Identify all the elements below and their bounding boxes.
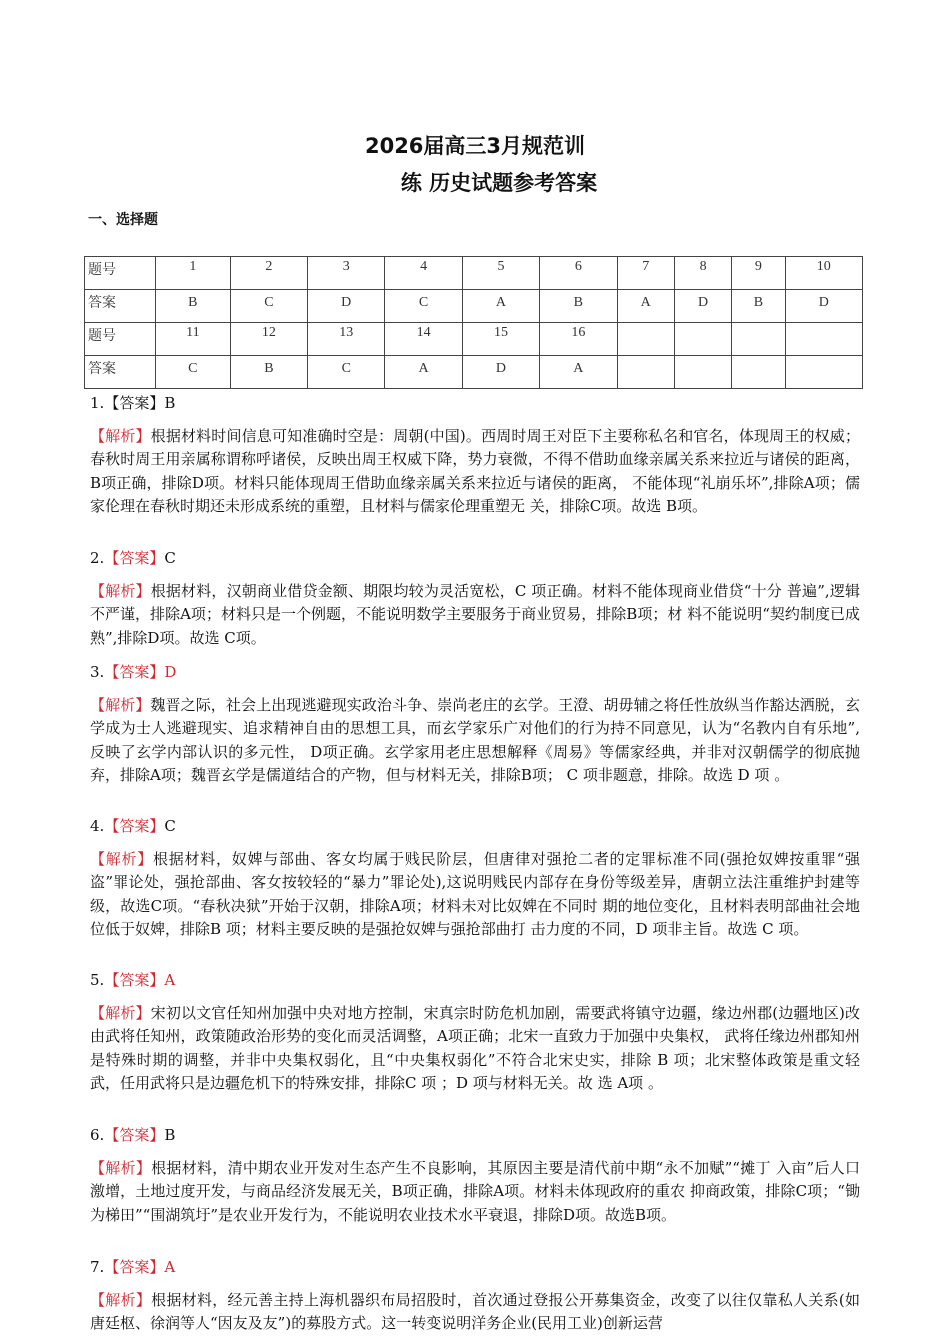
- question-number-cell: [785, 257, 862, 290]
- analysis-label: 【解析】: [90, 582, 151, 601]
- question-number: 1: [189, 259, 197, 274]
- answer-letter: A: [418, 361, 429, 376]
- question-number-cell: [462, 323, 539, 356]
- answer-letter: C: [341, 361, 351, 376]
- question-number-cell: [540, 257, 617, 290]
- answer-item-5: [90, 969, 860, 1095]
- answer-cell: [540, 356, 617, 389]
- question-number-cell: [230, 257, 307, 290]
- answer-value: A: [164, 971, 176, 989]
- answer-cell: [156, 290, 231, 323]
- item-answer-line: [90, 661, 860, 684]
- answer-cell: [732, 356, 785, 389]
- answer-item-4: [90, 815, 860, 941]
- question-number-cell: [230, 323, 307, 356]
- question-number-cell: [732, 323, 785, 356]
- item-analysis: [90, 694, 860, 787]
- analysis-text: 魏晋之际，社会上出现逃避现实政治斗争、崇尚老庄的玄学。王澄、胡毋辅之将任性放纵当作豁达洒脱，玄学成为士人逃避现实、追求精神自由的思想工具，而玄学家乐广对他们的行为持不同意见，认为“名教内自有乐地”,反映了玄学内部认识的多元性， D项正确。玄学家用老庄思想解释《周易》等儒家经典，并非对汉朝儒学的彻底抛弃，排除A项；魏晋玄学是儒道结合的产物，但与材料无关，排除B项； C 项非题意，排除。故选 D 项 。: [90, 696, 860, 784]
- table-row-header: [85, 323, 156, 356]
- answer-cell: [617, 356, 674, 389]
- answer-cell: [385, 290, 462, 323]
- answer-letter: D: [698, 295, 709, 310]
- answer-cell: [462, 290, 539, 323]
- item-answer-line: [90, 547, 860, 570]
- answer-letter: D: [495, 361, 507, 376]
- answer-label: 【答案】: [104, 663, 165, 681]
- question-number: 11: [186, 325, 200, 340]
- item-number: 2.: [90, 549, 105, 567]
- answer-cell: [674, 290, 731, 323]
- analysis-text: 根据材料时间信息可知准确时空是：周朝(中国)。西周时周王对臣下主要称私名和官名，体现周王的权威；春秋时周王用亲属称谓称呼诸侯，反映出周王权威下降，势力衰微，不得不借助血缘亲属关系来拉近与诸侯的距离，B项正确，排除D项。材料只能体现周王借助血缘亲属关系来拉近与诸侯的距离， 不能体现“礼崩乐坏”,排除A项；儒家伦理在春秋时期还未形成系统的重塑，且材料与儒家伦理重塑无 关，排除C项。故选 B项。: [90, 427, 860, 515]
- question-number: 2: [265, 259, 273, 274]
- row-header-label: 题号: [88, 263, 116, 278]
- question-number-cell: [617, 323, 674, 356]
- doc-title-line1: 2026届高三3月规范训: [364, 134, 586, 158]
- item-number: 7.: [90, 1258, 105, 1276]
- item-number: 3.: [90, 663, 105, 681]
- question-number: 6: [574, 259, 582, 274]
- answer-item-3: [90, 661, 860, 787]
- table-row-question-numbers: [85, 323, 863, 356]
- table-row-header: [85, 356, 156, 389]
- analysis-label: 【解析】: [90, 850, 153, 869]
- question-number-cell: [674, 323, 731, 356]
- item-number: 4.: [90, 817, 105, 835]
- answer-cell: [785, 356, 862, 389]
- question-number-cell: [785, 323, 862, 356]
- table-row-header: [85, 290, 156, 323]
- analysis-label: 【解析】: [90, 427, 151, 446]
- analysis-label: 【解析】: [90, 696, 151, 715]
- answer-letter: A: [640, 295, 651, 310]
- answer-letter: B: [188, 295, 198, 310]
- question-number-cell: [674, 257, 731, 290]
- item-answer-line: [90, 1256, 860, 1279]
- answer-item-7: [90, 1256, 860, 1336]
- answer-letter: D: [341, 295, 352, 310]
- answer-cell: [785, 290, 862, 323]
- question-number-cell: [385, 323, 462, 356]
- analysis-label: 【解析】: [90, 1291, 152, 1310]
- answer-cell: [308, 290, 385, 323]
- item-answer-line: [90, 392, 860, 415]
- analysis-label: 【解析】: [90, 1159, 152, 1178]
- question-number-cell: [308, 257, 385, 290]
- answer-value: A: [164, 1258, 176, 1276]
- question-number: 8: [699, 259, 707, 274]
- answer-table: [84, 256, 863, 389]
- question-number: 5: [497, 259, 505, 274]
- question-number-cell: [385, 257, 462, 290]
- answer-letter: A: [495, 295, 507, 310]
- answer-label: 【答案】: [104, 549, 165, 567]
- answer-cell: [156, 356, 231, 389]
- analysis-text: 根据材料，汉朝商业借贷金额、期限均较为灵活宽松，C 项正确。材料不能体现商业借贷“十分 普遍”,逻辑不严谨，排除A项；材料只是一个例题，不能说明数学主要服务于商业贸易，排除B项；材 料不能说明“契约制度已成熟”,排除D项。故选 C项。: [90, 582, 860, 647]
- table-row-answers: [85, 356, 863, 389]
- question-number: 15: [493, 325, 508, 340]
- row-header-label: 题号: [88, 329, 116, 344]
- item-number: 5.: [90, 971, 105, 989]
- answer-letter: B: [264, 361, 274, 376]
- answer-letter: C: [264, 295, 274, 310]
- question-number-cell: [156, 257, 231, 290]
- question-number-cell: [617, 257, 674, 290]
- question-number-cell: [732, 257, 785, 290]
- analysis-text: 宋初以文官任知州加强中央对地方控制，宋真宗时防危机加剧，需要武将镇守边疆，缘边州郡(边疆地区)改由武将任知州，政策随政治形势的变化而灵活调整，A项正确；北宋一直致力于加强中央集权， 武将任缘边州郡知州是特殊时期的调整，并非中央集权弱化，且“中央集权弱化”不符合北宋史实，排除 B 项；北宋整体政策是重文轻武，任用武将只是边疆危机下的特殊安排，排除C 项 ；D 项与材料无关。故 选 A项 。: [90, 1004, 860, 1092]
- answer-label: 【答案】: [104, 817, 165, 835]
- section-heading: 一、选择题: [88, 212, 158, 228]
- answer-value: B: [164, 1126, 176, 1144]
- answer-cell: [230, 290, 307, 323]
- table-row-header: [85, 257, 156, 290]
- analysis-text: 根据材料，经元善主持上海机器织布局招股时，首次通过登报公开募集资金，改变了以往仅靠私人关系(如唐廷枢、徐润等人“因友及友”)的募股方式。这一转变说明洋务企业(民用工业)创新运营: [90, 1291, 860, 1333]
- answer-cell: [617, 290, 674, 323]
- question-number: 7: [642, 259, 650, 274]
- doc-title-line2: 练 历史试题参考答案: [400, 171, 598, 195]
- item-answer-line: [90, 969, 860, 992]
- answer-letter: D: [818, 295, 829, 310]
- item-answer-line: [90, 1124, 860, 1147]
- item-analysis: [90, 425, 860, 518]
- question-number-cell: [308, 323, 385, 356]
- item-analysis: [90, 1157, 860, 1227]
- answer-cell: [462, 356, 539, 389]
- answer-letter: A: [573, 361, 584, 376]
- analysis-label: 【解析】: [90, 1004, 151, 1023]
- answer-letter: B: [753, 295, 764, 310]
- question-number-cell: [156, 323, 231, 356]
- item-number: 1.: [90, 394, 105, 412]
- item-analysis: [90, 580, 860, 650]
- answer-value: C: [164, 549, 176, 567]
- question-number: 12: [261, 325, 276, 340]
- question-number: 4: [420, 259, 428, 274]
- item-number: 6.: [90, 1126, 105, 1144]
- answer-value: B: [164, 394, 176, 412]
- question-number: 3: [342, 259, 350, 274]
- answer-cell: [674, 356, 731, 389]
- answer-cell: [732, 290, 785, 323]
- table-row-question-numbers: [85, 257, 863, 290]
- question-number: 16: [571, 325, 586, 340]
- item-analysis: [90, 1002, 860, 1095]
- answer-cell: [385, 356, 462, 389]
- analysis-text: 根据材料，奴婢与部曲、客女均属于贱民阶层，但唐律对强抢二者的定罪标准不同(强抢奴婢按重罪“强盗”罪论处，强抢部曲、客女按较轻的“暴力”罪论处),这说明贱民内部存在身份等级差异，唐朝立法注重维护封建等级，故选C项。“春秋决狱”开始于汉朝，排除A项；材料未对比奴婢在不同时 期的地位变化，且材料表明部曲社会地位低于奴婢，排除B 项；材料主要反映的是强抢奴婢与强抢部曲打 击力度的不同，D 项非主旨。故选 C 项。: [90, 850, 860, 938]
- question-number-cell: [540, 323, 617, 356]
- answer-label: 【答案】: [104, 971, 165, 989]
- answer-item-2: [90, 547, 860, 650]
- answer-letter: C: [418, 295, 429, 310]
- answer-label: 【答案】: [104, 394, 165, 412]
- question-number: 10: [816, 259, 831, 274]
- answer-item-1: [90, 392, 860, 518]
- table-row-answers: [85, 290, 863, 323]
- analysis-text: 根据材料，清中期农业开发对生态产生不良影响，其原因主要是清代前中期“永不加赋”“摊丁 入亩”后人口激增，土地过度开发，与商品经济发展无关，B项正确，排除A项。材料未体现政府的重农 抑商政策，排除C项；“锄为梯田”“围湖筑圩”是农业开发行为，不能说明农业技术水平衰退，排除D项。故选B项。: [90, 1159, 860, 1224]
- question-number-cell: [462, 257, 539, 290]
- item-answer-line: [90, 815, 860, 838]
- question-number: 9: [754, 259, 762, 274]
- question-number: 14: [416, 325, 431, 340]
- answer-item-6: [90, 1124, 860, 1227]
- answer-label: 【答案】: [104, 1258, 165, 1276]
- answer-cell: [308, 356, 385, 389]
- answer-value: D: [164, 663, 177, 681]
- answer-cell: [230, 356, 307, 389]
- answer-value: C: [164, 817, 176, 835]
- row-header-label: 答案: [88, 296, 116, 311]
- item-analysis: [90, 1289, 860, 1335]
- question-number: 13: [339, 325, 354, 340]
- item-analysis: [90, 848, 860, 941]
- answer-letter: B: [573, 295, 583, 310]
- answer-label: 【答案】: [104, 1126, 165, 1144]
- answer-cell: [540, 290, 617, 323]
- row-header-label: 答案: [88, 362, 116, 377]
- answer-letter: C: [188, 361, 198, 376]
